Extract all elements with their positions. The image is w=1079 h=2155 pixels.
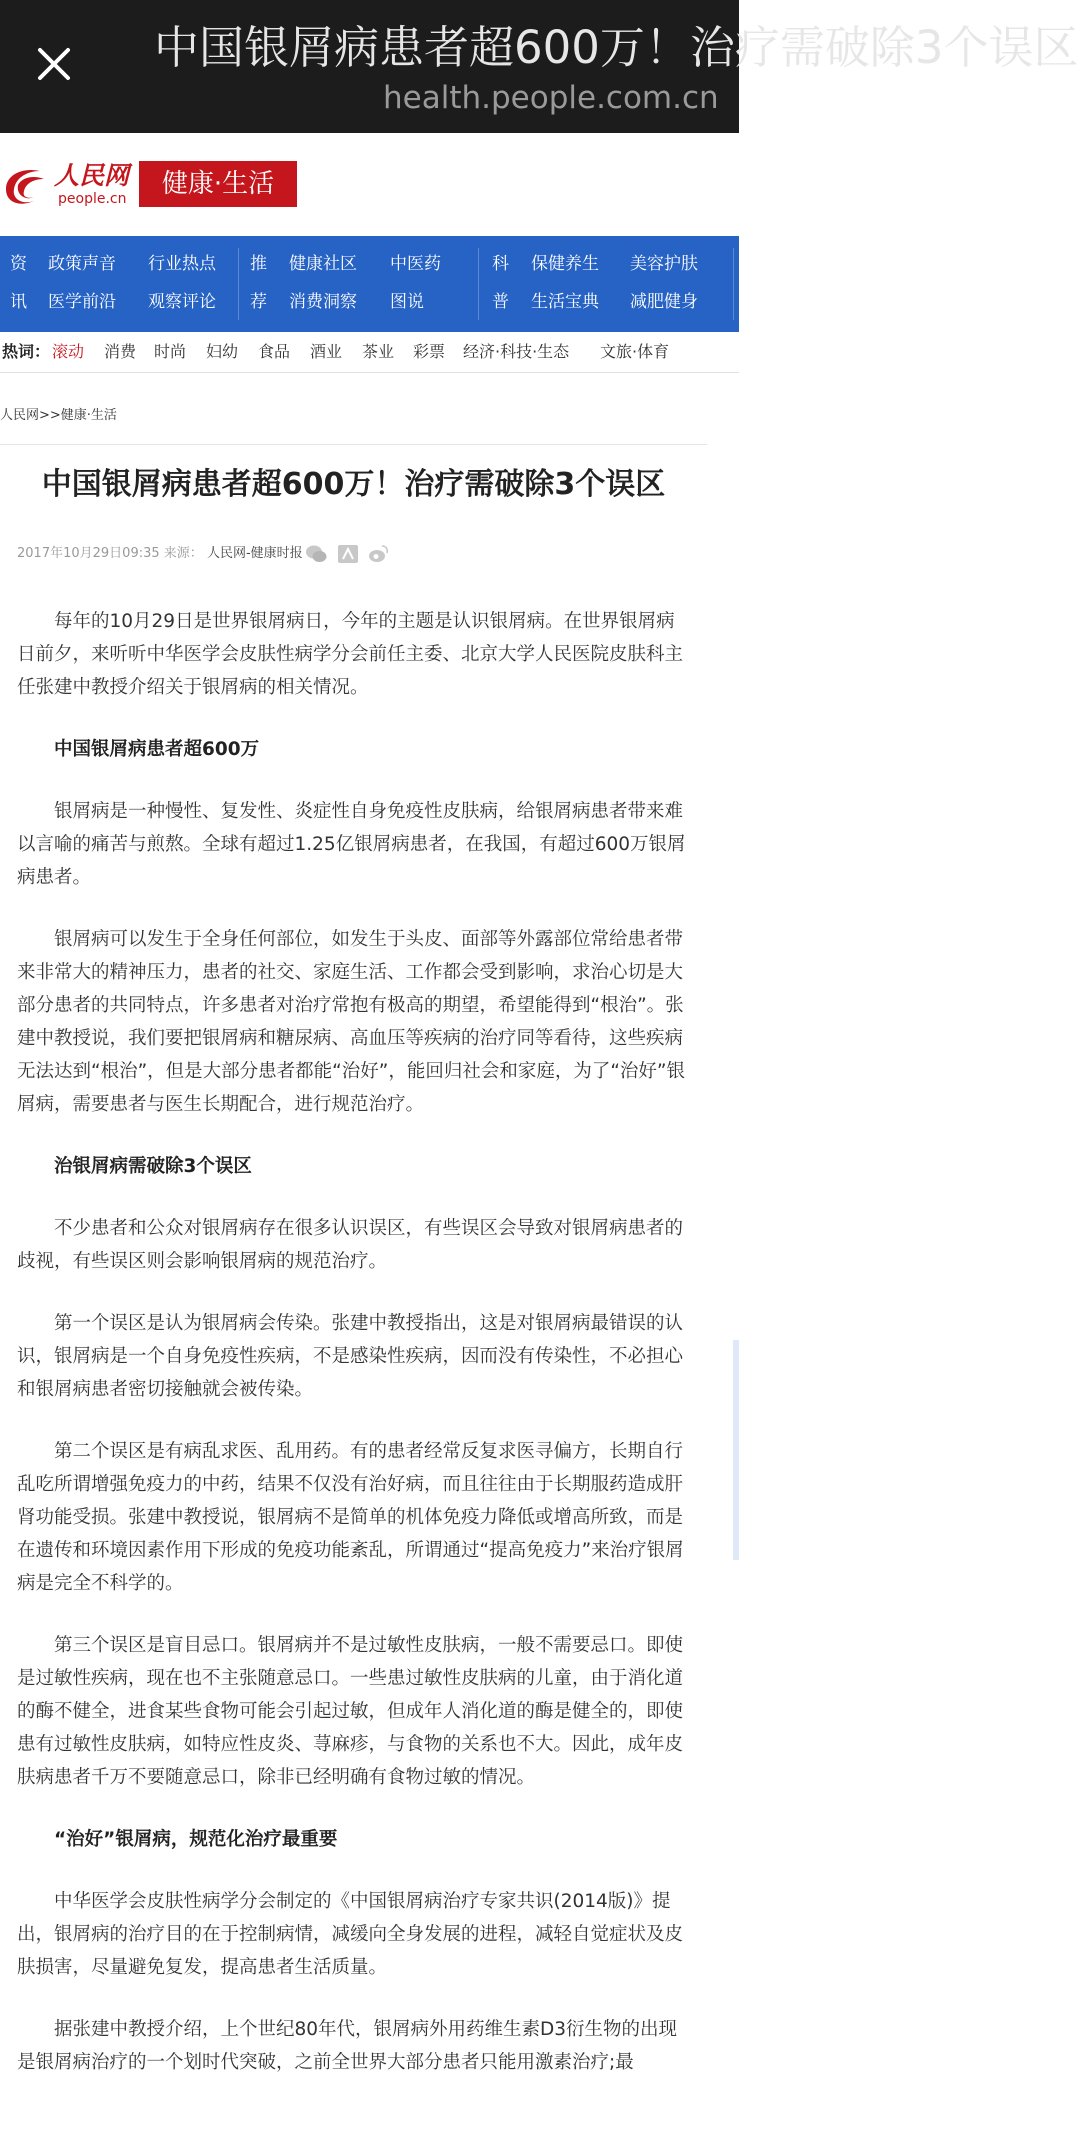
nav-item[interactable]: 消费洞察	[289, 292, 357, 312]
article-source[interactable]: 人民网-健康时报	[206, 546, 303, 561]
nav-divider	[733, 248, 734, 320]
hot-word[interactable]: 时尚	[154, 342, 187, 361]
source-label: 来源：	[163, 546, 203, 561]
divider	[0, 444, 707, 445]
scroll-indicator[interactable]	[733, 1340, 739, 1560]
article-paragraph: 第二个误区是有病乱求医、乱用药。有的患者经常反复求医寻偏方，长期自行乱吃所谓增强免疫力的中药，结果不仅没有治好病，而且往往由于长期服药造成肝肾功能受损。张建中教授说，银屑病不是简单的机体免疫力降低或增高所致，而是在遗传和环境因素作用下形成的免疫功能紊乱，所谓通过“提高免疫力”来治疗银屑病是完全不科学的。	[17, 1441, 684, 1594]
channel-badge[interactable]: 健康·生活	[139, 161, 297, 207]
logo-name[interactable]: 人民网	[54, 161, 130, 190]
article-paragraph: 银屑病可以发生于全身任何部位，如发生于头皮、面部等外露部位常给患者带来非常大的精神压力，患者的社交、家庭生活、工作都会受到影响，求治心切是大部分患者的共同特点，许多患者对治疗常抱有极高的期望，希望能得到“根治”。张建中教授说，我们要把银屑病和糖尿病、高血压等疾病的治疗同等看待，这些疾病无法达到“根治”，但是大部分患者都能“治好”，能回归社会和家庭，为了“治好”银屑病，需要患者与医生长期配合，进行规范治疗。	[17, 929, 686, 1115]
people-logo-icon[interactable]	[0, 163, 55, 208]
main-nav	[0, 236, 739, 332]
article-date: 2017年10月29日09:35	[17, 546, 160, 561]
article-paragraph: 银屑病是一种慢性、复发性、炎症性自身免疫性皮肤病，给银屑病患者带来难以言喻的痛苦与煎熬。全球有超过1.25亿银屑病患者，在我国，有超过600万银屑病患者。	[17, 801, 686, 888]
hot-word[interactable]: 食品	[258, 342, 291, 361]
nav-item[interactable]: 行业热点	[148, 254, 216, 274]
article-paragraph: 中华医学会皮肤性病学分会制定的《中国银屑病治疗专家共识(2014版)》提出，银屑病的治疗目的在于控制病情，减缓向全身发展的进程，减轻自觉症状及皮肤损害，尽量避免复发，提高患者生活质量。	[17, 1891, 684, 1978]
nav-group-label: 资	[10, 254, 27, 274]
article-paragraph: 不少患者和公众对银屑病存在很多认识误区，有些误区会导致对银屑病患者的歧视，有些误区则会影响银屑病的规范治疗。	[17, 1218, 684, 1272]
hot-word[interactable]: 茶业	[362, 342, 395, 361]
article-paragraph: 每年的10月29日是世界银屑病日，今年的主题是认识银屑病。在世界银屑病日前夕，来听听中华医学会皮肤性病学分会前任主委、北京大学人民医院皮肤科主任张建中教授介绍关于银屑病的相关情况。	[17, 611, 684, 698]
nav-group-label: 普	[492, 292, 509, 312]
section-heading: 中国银屑病患者超600万	[54, 739, 260, 760]
browser-top-bar	[0, 0, 1079, 133]
hot-word[interactable]: 经济·科技·生态	[463, 342, 570, 361]
nav-item[interactable]: 中医药	[390, 254, 441, 274]
article-title: 中国银屑病患者超600万！治疗需破除3个误区	[41, 467, 666, 502]
browser-page-title: 中国银屑病患者超600万！治疗需破除3个误区	[154, 21, 1079, 74]
nav-item[interactable]: 观察评论	[148, 292, 216, 312]
nav-item[interactable]: 健康社区	[289, 254, 357, 274]
hot-words-label: 热词：	[2, 342, 51, 361]
hot-word[interactable]: 酒业	[310, 342, 343, 361]
nav-group-label: 科	[492, 254, 509, 274]
wechat-icon[interactable]	[305, 544, 327, 564]
nav-item[interactable]: 图说	[390, 292, 424, 312]
nav-item[interactable]: 政策声音	[48, 254, 116, 274]
nav-group-label: 荐	[250, 292, 267, 312]
section-heading: 治银屑病需破除3个误区	[54, 1156, 252, 1177]
nav-item[interactable]: 医学前沿	[48, 292, 116, 312]
nav-item[interactable]: 美容护肤	[630, 254, 698, 274]
article-paragraph: 第一个误区是认为银屑病会传染。张建中教授指出，这是对银屑病最错误的认识，银屑病是一个自身免疫性疾病，不是感染性疾病，因而没有传染性，不必担心和银屑病患者密切接触就会被传染。	[17, 1313, 684, 1400]
breadcrumb[interactable]: 人民网>>健康·生活	[0, 408, 117, 423]
hot-word[interactable]: 文旅·体育	[600, 342, 670, 361]
weibo-icon[interactable]	[367, 544, 389, 564]
nav-divider	[238, 248, 239, 320]
nav-group-label: 推	[250, 254, 267, 274]
nav-item[interactable]: 生活宝典	[531, 292, 599, 312]
nav-item[interactable]: 保健养生	[531, 254, 599, 274]
article-body	[17, 605, 687, 2079]
hot-word-active[interactable]: 滚动	[52, 342, 85, 361]
renren-icon[interactable]	[337, 544, 359, 564]
nav-divider	[478, 248, 479, 320]
article-paragraph: 据张建中教授介绍，上个世纪80年代，银屑病外用药维生素D3衍生物的出现是银屑病治疗的一个划时代突破，之前全世界大部分患者只能用激素治疗;最	[17, 2019, 678, 2073]
site-header	[0, 133, 739, 233]
hot-words-bar	[0, 332, 739, 373]
hot-word[interactable]: 彩票	[413, 342, 446, 361]
section-heading: “治好”银屑病，规范化治疗最重要	[54, 1829, 338, 1850]
article-meta	[17, 545, 303, 563]
nav-group-label: 讯	[10, 292, 27, 312]
hot-word[interactable]: 妇幼	[206, 342, 239, 361]
logo-domain: people.cn	[58, 191, 127, 207]
article-paragraph: 第三个误区是盲目忌口。银屑病并不是过敏性皮肤病，一般不需要忌口。即使是过敏性疾病，现在也不主张随意忌口。一些患过敏性皮肤病的儿童，由于消化道的酶不健全，进食某些食物可能会引起过敏，但成年人消化道的酶是健全的，即使患有过敏性皮肤病，如特应性皮炎、荨麻疹，与食物的关系也不大。因此，成年皮肤病患者千万不要随意忌口，除非已经明确有食物过敏的情况。	[17, 1635, 684, 1788]
hot-word[interactable]: 消费	[104, 342, 137, 361]
nav-item[interactable]: 减肥健身	[630, 292, 698, 312]
browser-url[interactable]: health.people.com.cn	[383, 80, 719, 116]
close-icon[interactable]	[30, 40, 78, 88]
